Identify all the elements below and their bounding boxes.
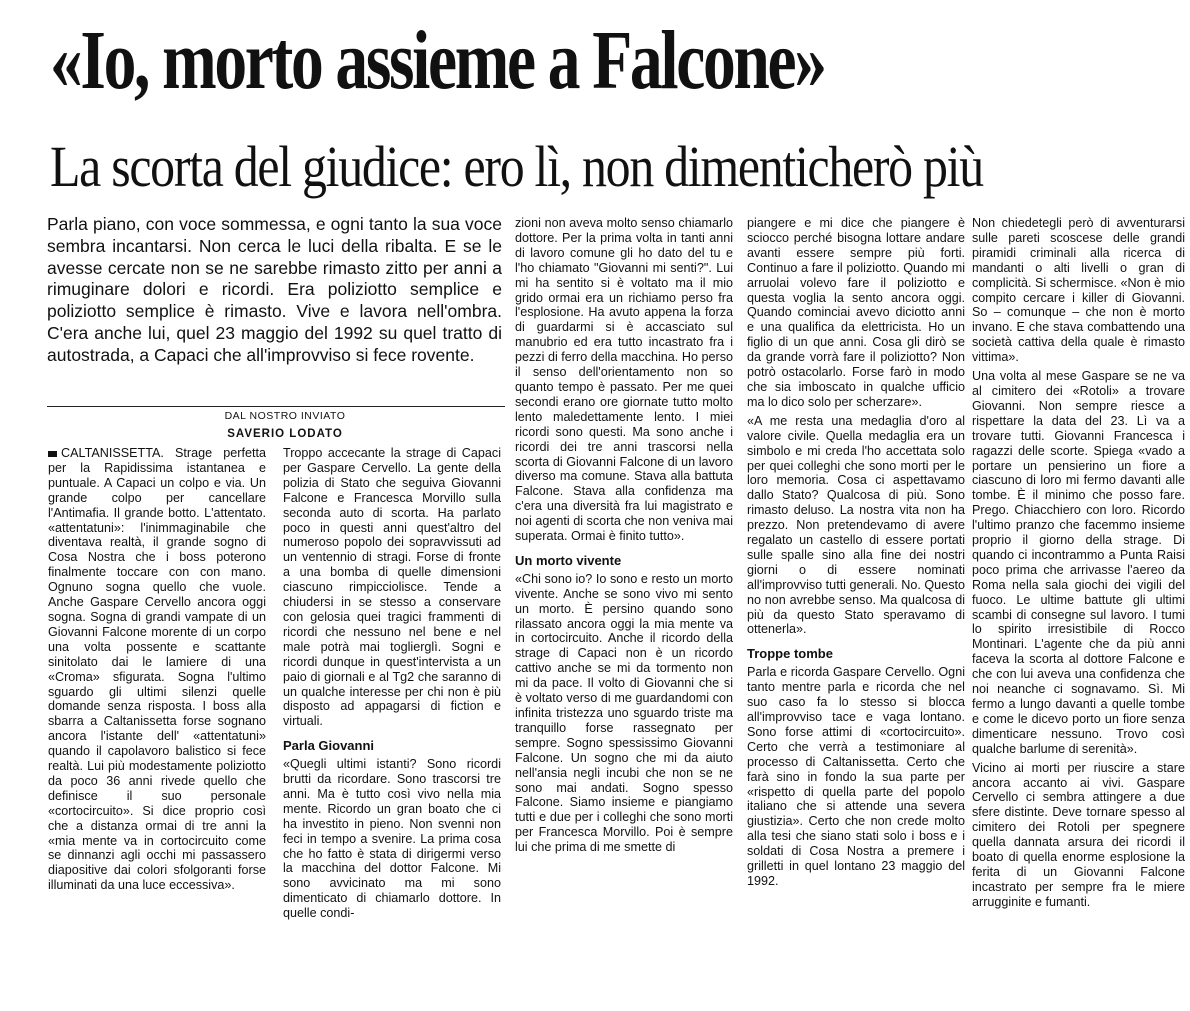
article-column-1	[48, 446, 266, 921]
section-subheading: Troppe tombe	[747, 646, 833, 662]
column-text: «Chi sono io? Io sono e resto un morto vivente. Anche se sono vivo mi sento un morto. È persino quando sono rilassato ancora oggi la mia mente va in cortocircuito. Anche il ricordo della strage di Capaci non è un ricordo cattivo anche se mi da tormento non mi da pace. Il volto di Giovanni che si è voltato verso di me guardandomi con infinita tristezza uno sguardo triste ma tranquillo forse rassegnato per sempre. Sogno spessissimo Giovanni Falcone. Un sogno che mi da aiuto nell'ansia negli incubi che non se ne sono mai andati. Sogno spesso Falcone. Siamo insieme e piangiamo tutti e due per i colleghi che sono morti per Francesca Morvillo. Poi è sempre lui che prima di me smette di	[515, 571, 733, 855]
paragraph-marker-icon	[48, 451, 57, 457]
column-text: Troppo accecante la strage di Capaci per Gaspare Cervello. La gente della polizia di Stato che seguiva Giovanni Falcone e Francesca Morvillo sulla seconda auto di scorta. Ha parlato poco in questi anni quest'altro del numeroso popolo dei sopravvissuti ad un ventennio di stragi. Forse di fronte a una bomba di quelle dimensioni ciascuno rimpicciolisce. Tende a chiudersi in se stesso a conservare con gelosia quei tragici frammenti di ricordi che nessuno nel bene e nel male potrà mai toglierglì. Sogni e ricordi dunque in quest'intervista a un paio di giornali e al Tg2 che saranno di un qualche interesse per chi non è più disposto ad appagarsi di fiction e virtuali.	[283, 446, 501, 729]
section-rule	[47, 406, 505, 407]
lead-paragraph: Parla piano, con voce sommessa, e ogni tanto la sua voce sembra incantarsi. Non cerca le luci della ribalta. E se le avesse cercate non se ne sarebbe rimasto zitto per anni a rimuginare dolori e ricordi. Era poliziotto semplice e poliziotto semplice è rimasto. Vive e lavora nell'ombra. C'era anche lui, quel 23 maggio del 1992 su quel tratto di autostrada, a Capaci che all'improvviso si fece rovente.	[47, 214, 502, 365]
author-byline: SAVERIO LODATO	[227, 428, 343, 440]
section-subheading: Un morto vivente	[515, 552, 622, 568]
article-column-5	[972, 216, 1185, 976]
column-text: Una volta al mese Gaspare se ne va al cimitero dei «Rotoli» a trovare Giovanni. Non sempre riesce a rispettare la data del 23. Lì va a trovare tutti. Giovanni Francesca i ragazzi delle scorte. Spiega «vado a portare un pensierino un fiore a ciascuno di loro mi fermo davanti alle tombe. È il minimo che posso fare. Prego. Chiacchiero con loro. Ricordo l'ultimo pranzo che facemmo insieme proprio il giorno della strage. Di quando ci incontrammo a Punta Raisi poco prima che arrivasse l'aereo da Roma nella sala giochi dei vigili del fuoco. Le ultime battute gli ultimi scambi di consegne sul lavoro. I tumi lo spirito irresistibile di Rocco Montinari. L'agente che da più anni faceva la scorta al dottore Falcone e che con lui aveva una confidenza che noi neanche ci sognavamo. Sì. Mi fermo a lungo davanti a quelle tombe e come le dicevo porto un fiore senza dimenticare nessuno. Trovo così qualche barlume di serenità».	[972, 369, 1185, 756]
column-text: «A me resta una medaglia d'oro al valore civile. Quella medaglia era un simbolo e mi creda l'ho accettata solo per quei colleghi che sono morti per le loro memoria. Cosa ci aspettavamo dallo Stato? Qualcosa di più. Sono rimasto deluso. La nostra vita non ha prezzo. Non pretendevamo di avere regalato un castello di essere portati sulle spalle sino alla fine dei nostri giorni o di essere nominati all'improvviso tutti generali. No. Questo no non avrebbe senso. Ma qualcosa di più da questo Stato speravamo di ottenerla».	[747, 413, 965, 637]
section-subheading: Parla Giovanni	[283, 738, 375, 754]
article-column-3	[515, 216, 733, 976]
column-text: Vicino ai morti per riuscire a stare ancora accanto ai vivi. Gaspare Cervello ci sembra attingere a due sfere distinte. Deve tornare spesso al cimitero dei Rotoli per spegnere quella dannata arsura dei ricordi il boato di quella enorme esplosione la ferita di un Giovanni Falcone incastrato per sempre fra le miere arrugginite e fumanti.	[972, 760, 1185, 909]
article-column-4	[747, 216, 965, 976]
column-text: «Quegli ultimi istanti? Sono ricordi brutti da ricordare. Sono trascorsi tre anni. Ma è tutto così vivo nella mia mente. Ricordo un gran boato che ci ha investito in pieno. Non svenni non feci in tempo a svenire. La prima cosa che ho fatto è stata di dirigermi verso la macchina del dottor Falcone. Mi sono avvicinato ma mi sono dimenticato di chiamarlo dottore. In quelle condi-	[283, 757, 501, 921]
column-text: Parla e ricorda Gaspare Cervello. Ogni tanto mentre parla e ricorda che nel suo caso fa lo stesso si blocca all'improvviso tace e vaga lontano. Sono forse attimi di «cortocircuito». Certo che verrà a testimoniare al processo di Caltanissetta. Certo che farà sino in fondo la sua parte per «rispetto di quella parte del popolo italiano che si attende una severa giustizia». Certo che non crede molto alla tesi che siano stati solo i boss e i soldati di Cosa Nostra a premere i grilletti in quel lontano 23 maggio del 1992.	[747, 665, 965, 888]
headline: «Io, morto assieme a Falcone»	[50, 14, 825, 107]
column-text: piangere e mi dice che piangere è sciocco perché bisogna lottare andare avanti essere sempre più forti. Continuo a fare il poliziotto. Quando mi arruolai volevo fare il poliziotto e questa voglia la sento ancora oggi. Quando cominciai avevo diciotto anni e una qualifica da elettricista. Ho un figlio di un que anni. Cosa gli dirò se da grande vorrà fare il poliziotto? Non potrò ostacolarlo. Forse farò in modo che sia imboscato in qualche ufficio ma lo dico solo per scherzare».	[747, 216, 965, 409]
article-column-2	[283, 446, 501, 921]
column-text: CALTANISSETTA. Strage perfetta per la Rapidissima istantanea e puntuale. A Capaci un colpo e via. Un grande colpo per cancellare l'Antimafia. Il grande botto. L'attentato. «attentatuni»: l'inimmaginabile che diventava realtà, il grande sogno di Cosa Nostra che i boss poterono finalmente toccare con con mano. Ognuno sogna quello che vuole. Anche Gaspare Cervello ancora oggi sogna. Sogna di grandi vampate di un Giovanni Falcone morente di un corpo una volta possente e scattante sinitolato dai le lamiere di una «Croma» sfigurata. Sogna l'ultimo sguardo gli ultimi silenzi quelle domande senza risposta. I boss alla sbarra a Caltanissetta forse sognano ancora l'istante dell' «attentatuni» quando il capolavoro balistico si fece realtà. Lui più modestamente poliziotto da poco 36 anni rivede quello che definisce il suo personale «cortocircuito». Si dice proprio così che a distanza ormai di tre anni la «mia mente va in cortocircuito come se dinnanzi agli occhi mi passassero diapositive dai colori sfolgoranti forse illuminati da una luce eccessiva».	[48, 446, 266, 893]
correspondent-label: DAL NOSTRO INVIATO	[224, 410, 346, 422]
subheadline: La scorta del giudice: ero lì, non dimenticherò più	[50, 134, 983, 199]
column-text: Non chiedetegli però di avventurarsi sulle pareti scoscese delle grandi piramidi criminali alla ricerca di mandanti o alti livelli o gran di complicità. Si schermisce. «Non è mio compito cercare i killer di Giovanni. So – comunque – che non è morto invano. E che stava combattendo una società cattiva della quale è rimasto vittima».	[972, 216, 1185, 365]
column-text: zioni non aveva molto senso chiamarlo dottore. Per la prima volta in tanti anni di lavoro comune gli ho dato del tu e l'ho chiamato "Giovanni mi senti?". Lui mi ha sentito si è voltato ma il mio grido ormai era un richiamo perso fra l'esplosione. Ha avuto appena la forza di guardarmi si è accasciato sul manubrio ed era tutto incastrato fra i pezzi di ferro della macchina. Ho perso il senso dell'orientamento non so quanto tempo è passato. Per me quei secondi erano ore giornate tutto molto lento maledettamente lento. I miei ricordi sono questi. Ma sono anche i ricordi dei tre anni trascorsi nella scorta di Giovanni Falcone di un lavoro diverso ma comune. Stava alla battuta Falcone. Stava alla confidenza ma c'era una diversità fra lui magistrato e noi agenti di scorta che non veniva mai superata. Ormai è finito tutto».	[515, 216, 733, 544]
